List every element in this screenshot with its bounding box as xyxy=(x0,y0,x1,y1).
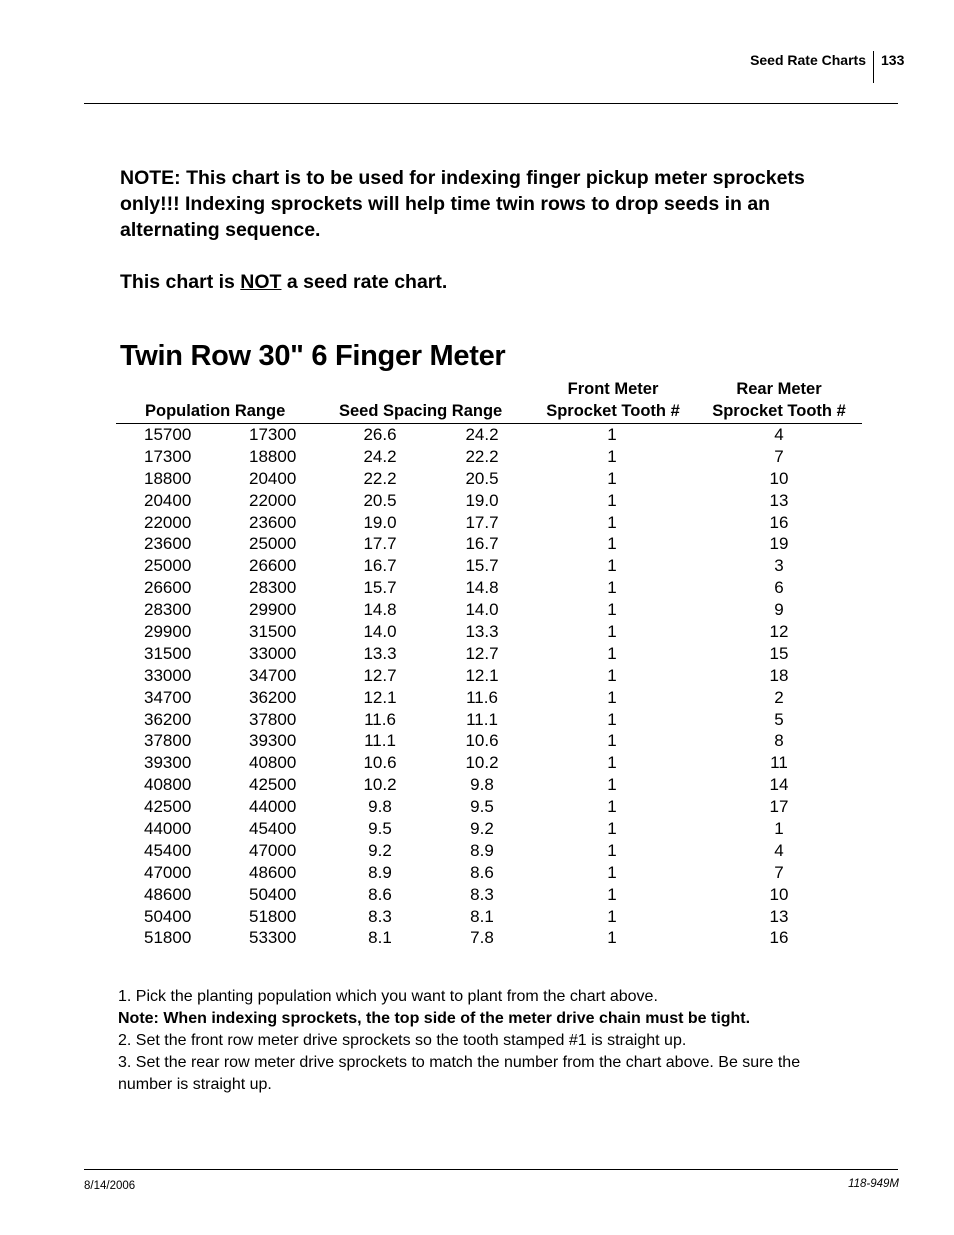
spacing-min-cell: 8.9 xyxy=(368,862,392,882)
spacing-min-cell: 12.1 xyxy=(363,687,397,707)
population-min-cell: 42500 xyxy=(144,797,192,817)
spacing-max-cell: 9.2 xyxy=(470,819,494,839)
spacing-min-cell: 14.8 xyxy=(363,600,397,620)
table-row xyxy=(0,424,954,446)
front-tooth-cell: 1 xyxy=(607,556,617,576)
table-row xyxy=(0,906,954,928)
rear-tooth-cell: 3 xyxy=(774,556,784,576)
rear-tooth-cell: 1 xyxy=(774,819,784,839)
front-tooth-cell: 1 xyxy=(607,622,617,642)
front-tooth-cell: 1 xyxy=(607,884,617,904)
spacing-min-cell: 9.8 xyxy=(368,797,392,817)
rear-tooth-cell: 6 xyxy=(774,578,784,598)
population-min-cell: 15700 xyxy=(144,425,192,444)
table-row xyxy=(0,752,954,774)
population-min-cell: 44000 xyxy=(144,819,192,839)
spacing-min-cell: 20.5 xyxy=(363,490,397,510)
population-max-cell: 37800 xyxy=(249,709,297,729)
spacing-min-cell: 13.3 xyxy=(363,643,397,663)
population-min-cell: 29900 xyxy=(144,622,192,642)
spacing-min-cell: 8.6 xyxy=(368,884,392,904)
population-max-cell: 29900 xyxy=(249,600,297,620)
population-max-cell: 28300 xyxy=(249,578,297,598)
table-row xyxy=(0,599,954,621)
population-max-cell: 18800 xyxy=(249,446,297,466)
front-tooth-cell: 1 xyxy=(607,797,617,817)
population-min-cell: 48600 xyxy=(144,884,192,904)
population-min-cell: 45400 xyxy=(144,840,192,860)
spacing-max-cell: 16.7 xyxy=(465,534,499,554)
instructions xyxy=(118,986,848,1096)
rear-tooth-cell: 10 xyxy=(769,468,789,488)
spacing-max-cell: 14.0 xyxy=(465,600,499,620)
spacing-min-cell: 14.0 xyxy=(363,622,397,642)
spacing-min-cell: 9.5 xyxy=(368,819,392,839)
population-min-cell: 36200 xyxy=(144,709,192,729)
population-min-cell: 34700 xyxy=(144,687,192,707)
population-max-cell: 31500 xyxy=(249,622,297,642)
table-row xyxy=(0,730,954,752)
population-max-cell: 48600 xyxy=(249,862,297,882)
rear-tooth-cell: 10 xyxy=(769,884,789,904)
population-max-cell: 50400 xyxy=(249,884,297,904)
spacing-max-cell: 7.8 xyxy=(470,928,494,948)
table-body xyxy=(0,424,954,949)
header-rear-meter: Rear Meter xyxy=(736,380,822,398)
spacing-max-cell: 15.7 xyxy=(465,556,499,576)
not-rate-prefix: This chart is xyxy=(120,271,241,293)
population-min-cell: 18800 xyxy=(144,468,192,488)
indexing-note: NOTE: This chart is to be used for indexing finger pickup meter sprockets only!!! Indexing sprockets will help time twin rows to drop seeds in an alternating sequence. xyxy=(120,167,805,241)
spacing-max-cell: 24.2 xyxy=(465,425,499,444)
rear-tooth-cell: 2 xyxy=(774,687,784,707)
population-min-cell: 31500 xyxy=(144,643,192,663)
rear-tooth-cell: 8 xyxy=(774,731,784,751)
population-min-cell: 20400 xyxy=(144,490,192,510)
spacing-max-cell: 8.9 xyxy=(470,840,494,860)
header-seed-spacing-range: Seed Spacing Range xyxy=(339,402,503,420)
spacing-max-cell: 9.8 xyxy=(470,775,494,795)
front-tooth-cell: 1 xyxy=(607,906,617,926)
header-population-range: Population Range xyxy=(145,402,286,420)
footer-rule xyxy=(84,1169,898,1170)
front-tooth-cell: 1 xyxy=(607,425,617,444)
population-min-cell: 40800 xyxy=(144,775,192,795)
spacing-min-cell: 10.2 xyxy=(363,775,397,795)
population-max-cell: 20400 xyxy=(249,468,297,488)
spacing-max-cell: 19.0 xyxy=(465,490,499,510)
front-tooth-cell: 1 xyxy=(607,840,617,860)
rear-tooth-cell: 7 xyxy=(774,446,784,466)
table-row xyxy=(0,796,954,818)
population-max-cell: 17300 xyxy=(249,425,297,444)
population-min-cell: 22000 xyxy=(144,512,192,532)
population-min-cell: 51800 xyxy=(144,928,192,948)
chart-title: Twin Row 30" 6 Finger Meter xyxy=(120,340,506,372)
header-front-sprocket-tooth: Sprocket Tooth # xyxy=(546,402,680,420)
rear-tooth-cell: 14 xyxy=(769,775,789,795)
population-max-cell: 45400 xyxy=(249,819,297,839)
population-min-cell: 39300 xyxy=(144,753,192,773)
spacing-min-cell: 12.7 xyxy=(363,665,397,685)
population-max-cell: 42500 xyxy=(249,775,297,795)
rear-tooth-cell: 18 xyxy=(769,665,789,685)
population-min-cell: 26600 xyxy=(144,578,192,598)
spacing-min-cell: 24.2 xyxy=(363,446,397,466)
front-tooth-cell: 1 xyxy=(607,775,617,795)
population-min-cell: 47000 xyxy=(144,862,192,882)
table-row xyxy=(0,468,954,490)
spacing-min-cell: 8.1 xyxy=(368,928,392,948)
front-tooth-cell: 1 xyxy=(607,862,617,882)
front-tooth-cell: 1 xyxy=(607,534,617,554)
table-row xyxy=(0,665,954,687)
rear-tooth-cell: 17 xyxy=(769,797,789,817)
spacing-max-cell: 11.1 xyxy=(466,709,498,729)
spacing-max-cell: 22.2 xyxy=(465,446,499,466)
spacing-min-cell: 11.1 xyxy=(364,731,396,751)
spacing-min-cell: 11.6 xyxy=(364,709,396,729)
front-tooth-cell: 1 xyxy=(607,687,617,707)
not-seed-rate-note xyxy=(120,269,810,295)
spacing-min-cell: 17.7 xyxy=(363,534,397,554)
rear-tooth-cell: 7 xyxy=(774,862,784,882)
population-max-cell: 34700 xyxy=(249,665,297,685)
table-row xyxy=(0,446,954,468)
not-emphasis: NOT xyxy=(240,271,282,293)
table-row xyxy=(0,818,954,840)
instruction-step-2: 2. Set the front row meter drive sprockets so the tooth stamped #1 is straight up. xyxy=(118,1032,687,1049)
rear-tooth-cell: 19 xyxy=(769,534,789,554)
rear-tooth-cell: 4 xyxy=(774,840,784,860)
front-tooth-cell: 1 xyxy=(607,600,617,620)
table-row xyxy=(0,555,954,577)
population-min-cell: 33000 xyxy=(144,665,192,685)
table-row xyxy=(0,621,954,643)
spacing-min-cell: 26.6 xyxy=(363,425,397,444)
population-min-cell: 23600 xyxy=(144,534,192,554)
table-row xyxy=(0,577,954,599)
population-max-cell: 51800 xyxy=(249,906,297,926)
spacing-min-cell: 16.7 xyxy=(363,556,397,576)
section-title: Seed Rate Charts xyxy=(750,52,866,68)
population-max-cell: 47000 xyxy=(249,840,297,860)
population-max-cell: 25000 xyxy=(249,534,297,554)
population-min-cell: 17300 xyxy=(144,446,192,466)
rear-tooth-cell: 16 xyxy=(769,928,789,948)
spacing-min-cell: 8.3 xyxy=(368,906,392,926)
spacing-max-cell: 8.6 xyxy=(470,862,494,882)
spacing-min-cell: 10.6 xyxy=(363,753,397,773)
population-max-cell: 26600 xyxy=(249,556,297,576)
footer-doc-number: 118-949M xyxy=(848,1178,899,1190)
population-max-cell: 53300 xyxy=(249,928,297,948)
spacing-max-cell: 13.3 xyxy=(465,622,499,642)
front-tooth-cell: 1 xyxy=(607,819,617,839)
instruction-note: Note: When indexing sprockets, the top side of the meter drive chain must be tight. xyxy=(118,1010,751,1027)
rear-tooth-cell: 15 xyxy=(769,643,789,663)
footer-date: 8/14/2006 xyxy=(84,1180,136,1192)
header-separator xyxy=(873,51,874,83)
population-max-cell: 33000 xyxy=(249,643,297,663)
spacing-max-cell: 14.8 xyxy=(465,578,499,598)
population-max-cell: 40800 xyxy=(249,753,297,773)
population-max-cell: 39300 xyxy=(249,731,297,751)
table-row xyxy=(0,512,954,534)
rear-tooth-cell: 13 xyxy=(769,906,789,926)
front-tooth-cell: 1 xyxy=(607,928,617,948)
front-tooth-cell: 1 xyxy=(607,490,617,510)
rear-tooth-cell: 11 xyxy=(770,753,788,773)
front-tooth-cell: 1 xyxy=(607,753,617,773)
rear-tooth-cell: 9 xyxy=(774,600,784,620)
page-number: 133 xyxy=(881,52,905,68)
population-min-cell: 50400 xyxy=(144,906,192,926)
header-rear-sprocket-tooth: Sprocket Tooth # xyxy=(712,402,846,420)
table-row xyxy=(0,840,954,862)
table-row xyxy=(0,709,954,731)
header-front-meter: Front Meter xyxy=(567,380,659,398)
front-tooth-cell: 1 xyxy=(607,468,617,488)
table-row xyxy=(0,774,954,796)
table-row xyxy=(0,884,954,906)
spacing-min-cell: 15.7 xyxy=(363,578,397,598)
spacing-max-cell: 11.6 xyxy=(466,687,498,707)
population-max-cell: 22000 xyxy=(249,490,297,510)
spacing-min-cell: 22.2 xyxy=(363,468,397,488)
not-rate-suffix: a seed rate chart. xyxy=(281,271,448,293)
table-row xyxy=(0,533,954,555)
population-min-cell: 37800 xyxy=(144,731,192,751)
spacing-max-cell: 12.1 xyxy=(465,665,499,685)
rear-tooth-cell: 4 xyxy=(774,425,784,444)
rear-tooth-cell: 5 xyxy=(774,709,784,729)
front-tooth-cell: 1 xyxy=(607,643,617,663)
front-tooth-cell: 1 xyxy=(607,665,617,685)
front-tooth-cell: 1 xyxy=(607,731,617,751)
instruction-step-1: 1. Pick the planting population which you want to plant from the chart above. xyxy=(118,988,658,1005)
front-tooth-cell: 1 xyxy=(607,578,617,598)
rear-tooth-cell: 13 xyxy=(769,490,789,510)
spacing-min-cell: 9.2 xyxy=(368,840,392,860)
spacing-max-cell: 10.6 xyxy=(465,731,499,751)
spacing-max-cell: 8.3 xyxy=(470,884,494,904)
rear-tooth-cell: 12 xyxy=(769,622,789,642)
spacing-min-cell: 19.0 xyxy=(363,512,397,532)
population-max-cell: 36200 xyxy=(249,687,297,707)
table-row xyxy=(0,862,954,884)
header-rule xyxy=(84,103,898,104)
spacing-max-cell: 8.1 xyxy=(470,906,494,926)
population-max-cell: 44000 xyxy=(249,797,297,817)
population-min-cell: 25000 xyxy=(144,556,192,576)
spacing-max-cell: 10.2 xyxy=(465,753,499,773)
table-row xyxy=(0,490,954,512)
population-max-cell: 23600 xyxy=(249,512,297,532)
spacing-max-cell: 9.5 xyxy=(470,797,494,817)
spacing-max-cell: 12.7 xyxy=(465,643,499,663)
front-tooth-cell: 1 xyxy=(607,709,617,729)
rear-tooth-cell: 16 xyxy=(769,512,789,532)
instruction-step-3: 3. Set the rear row meter drive sprockets to match the number from the chart above. Be sure the number is straight up. xyxy=(118,1054,801,1093)
population-min-cell: 28300 xyxy=(144,600,192,620)
table-row xyxy=(0,643,954,665)
spacing-max-cell: 20.5 xyxy=(465,468,499,488)
table-row xyxy=(0,927,954,949)
table-row xyxy=(0,687,954,709)
spacing-max-cell: 17.7 xyxy=(465,512,499,532)
front-tooth-cell: 1 xyxy=(607,512,617,532)
front-tooth-cell: 1 xyxy=(607,446,617,466)
